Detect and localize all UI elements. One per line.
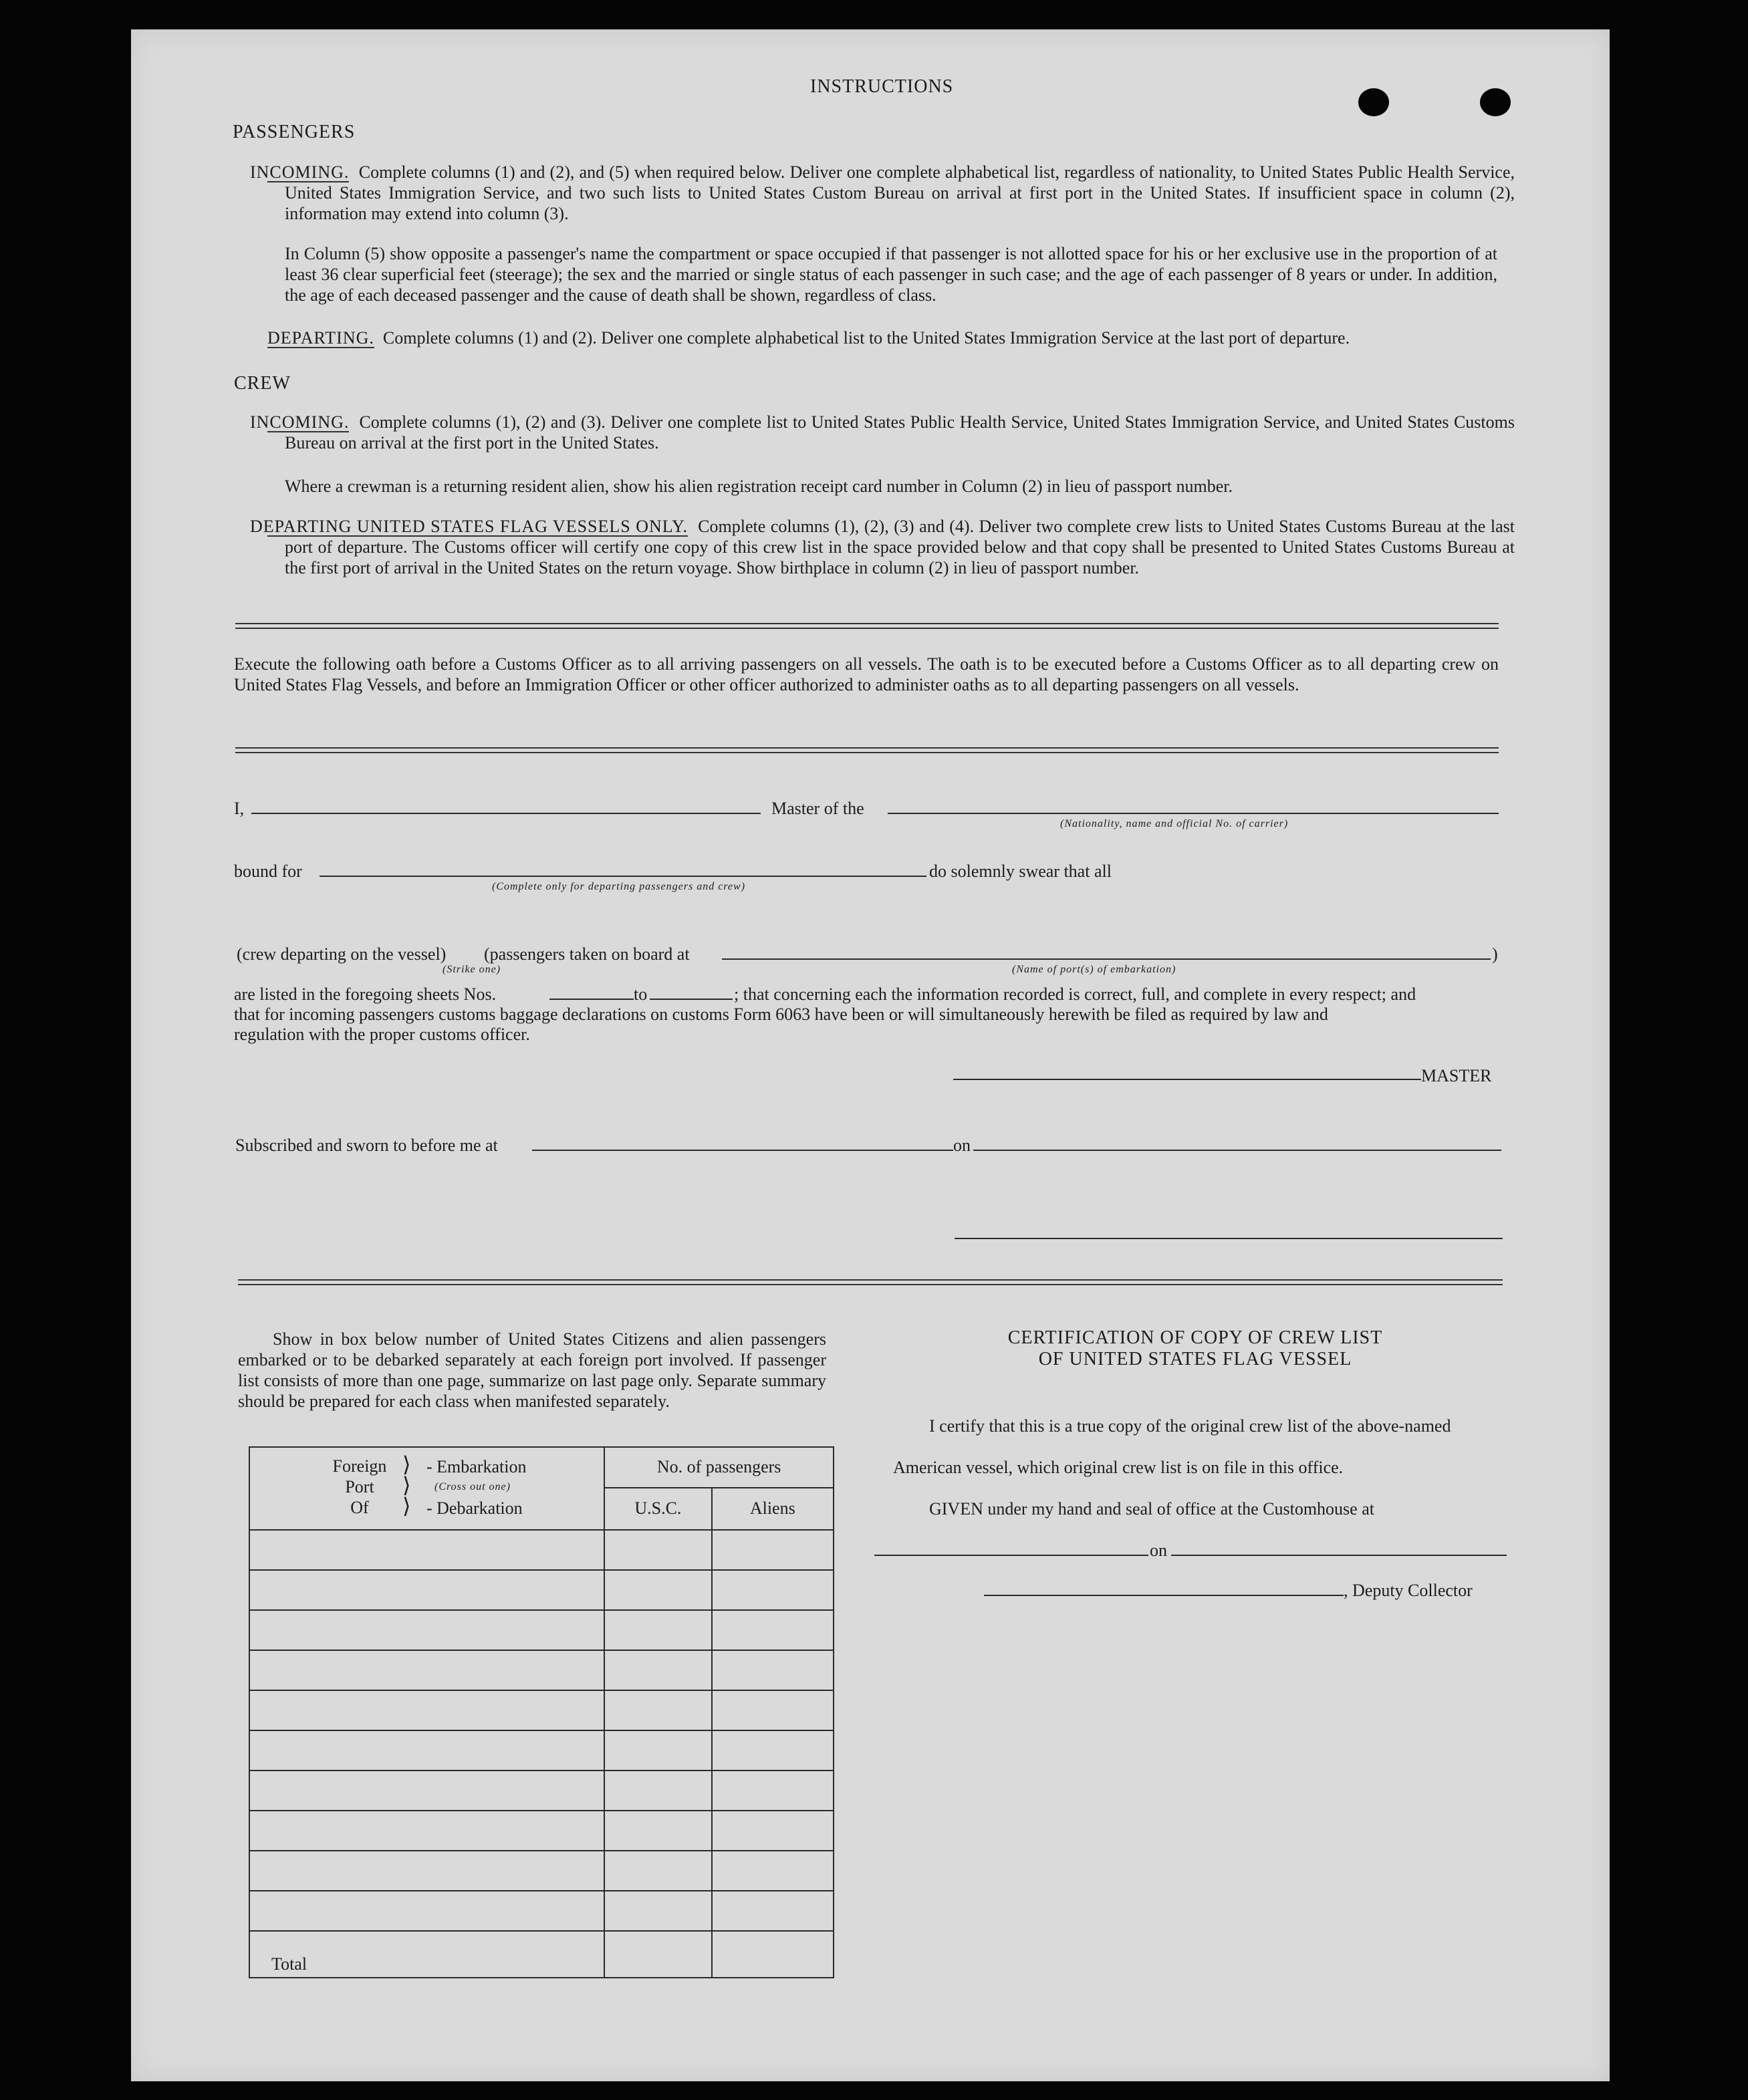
listed-to-text: to xyxy=(634,985,648,1004)
certification-title-line-1: CERTIFICATION OF COPY OF CREW LIST xyxy=(1007,1327,1383,1348)
embarkation-label[interactable]: - Embarkation xyxy=(426,1457,527,1476)
aliens-cell[interactable] xyxy=(712,1570,834,1610)
sworn-date-field[interactable] xyxy=(973,1150,1501,1151)
table-row[interactable] xyxy=(249,1770,834,1811)
usc-header: U.S.C. xyxy=(604,1488,711,1530)
aliens-header: Aliens xyxy=(712,1488,834,1530)
passengers-departing-text: Complete columns (1) and (2). Deliver one complete alphabetical list to the United States Immigration Service at the last port of departure. xyxy=(382,328,1350,348)
officer-signature-field[interactable] xyxy=(955,1238,1503,1239)
usc-cell[interactable] xyxy=(604,1650,711,1690)
aliens-cell[interactable] xyxy=(712,1690,834,1730)
usc-cell[interactable] xyxy=(604,1730,711,1770)
certification-date-field[interactable] xyxy=(1171,1555,1507,1556)
crew-departing-text: Complete columns (1), (2), (3) and (4). Deliver two complete crew lists to United States Customs Bureau at the last port of departure. The Customs officer will certify one copy of this crew list in the space provided below and that copy shall be presented to United States Customs Bureau at the first port of arrival in the United States on the return voyage. Show birthplace in column (2) in lieu of passport number. xyxy=(285,517,1515,577)
usc-cell[interactable] xyxy=(604,1570,711,1610)
strike-one-caption: (Strike one) xyxy=(443,964,501,975)
port-cell[interactable] xyxy=(249,1811,604,1851)
table-row[interactable] xyxy=(249,1851,834,1891)
no-of-passengers-header: No. of passengers xyxy=(604,1447,834,1488)
master-name-field[interactable] xyxy=(251,813,761,814)
punch-hole xyxy=(1358,88,1389,116)
listed-line-3: regulation with the proper customs officer. xyxy=(234,1025,530,1044)
usc-cell[interactable] xyxy=(604,1690,711,1730)
certification-on-label: on xyxy=(1150,1541,1167,1560)
table-header-row xyxy=(249,1447,834,1488)
foreign-label: Foreign xyxy=(332,1456,387,1476)
aliens-cell[interactable] xyxy=(712,1730,834,1770)
usc-cell[interactable] xyxy=(604,1811,711,1851)
aliens-cell[interactable] xyxy=(712,1891,834,1931)
table-row[interactable] xyxy=(249,1811,834,1851)
page-title: INSTRUCTIONS xyxy=(810,76,954,97)
usc-cell[interactable] xyxy=(604,1530,711,1570)
subscribed-text: Subscribed and sworn to before me at xyxy=(235,1136,498,1155)
close-paren: ) xyxy=(1492,944,1498,964)
master-of-the-label: Master of the xyxy=(771,799,864,818)
crew-incoming-paragraph xyxy=(250,412,1515,453)
summary-instructions: Show in box below number of United States Citizens and alien passengers embarked or to be debarked separately at each foreign port involved. If passenger list consists of more than one page, summarize on last page only. Separate summary should be prepared for each class when manifested separately. xyxy=(238,1329,826,1411)
listed-line-2: that for incoming passengers customs baggage declarations on customs Form 6063 have been or will simultaneously herewith be filed as required by law and xyxy=(234,1005,1328,1024)
total-row xyxy=(249,1931,834,1978)
crew-departing-paragraph xyxy=(250,516,1515,578)
passengers-departing-label: DEPARTING. xyxy=(267,328,374,348)
cross-out-caption: (Cross out one) xyxy=(434,1481,511,1492)
port-cell[interactable] xyxy=(249,1770,604,1811)
table-row[interactable] xyxy=(249,1690,834,1730)
crew-incoming-text: Complete columns (1), (2) and (3). Deliver one complete list to United States Public Health Service, United States Immigration Service, and United States Customs Bureau on arrival at the first port in the United States. xyxy=(285,412,1515,452)
deputy-collector-label: , Deputy Collector xyxy=(1344,1581,1473,1600)
port-cell[interactable] xyxy=(249,1730,604,1770)
port-cell[interactable] xyxy=(249,1650,604,1690)
passengers-incoming-paragraph xyxy=(250,162,1515,224)
port-cell[interactable] xyxy=(249,1610,604,1650)
usc-cell[interactable] xyxy=(604,1891,711,1931)
certify-line-2: American vessel, which original crew list is on file in this office. xyxy=(893,1458,1344,1477)
table-row[interactable] xyxy=(249,1891,834,1931)
aliens-cell[interactable] xyxy=(712,1851,834,1891)
section-divider xyxy=(235,747,1499,753)
passengers-taken-option[interactable]: (passengers taken on board at xyxy=(484,944,690,964)
aliens-cell[interactable] xyxy=(712,1770,834,1811)
bound-for-caption: (Complete only for departing passengers and crew) xyxy=(492,881,746,892)
crew-incoming-label: INCOMING. xyxy=(250,412,350,432)
usc-total-cell[interactable] xyxy=(604,1931,711,1978)
sheet-to-field[interactable] xyxy=(650,999,733,1000)
customhouse-field[interactable] xyxy=(874,1555,1148,1556)
crew-heading: CREW xyxy=(234,373,291,394)
passengers-departing-paragraph xyxy=(267,327,1497,348)
sheet-from-field[interactable] xyxy=(549,999,634,1000)
section-divider xyxy=(238,1279,1503,1285)
certification-title-line-2: OF UNITED STATES FLAG VESSEL xyxy=(1038,1349,1352,1369)
port-label: Port xyxy=(345,1477,374,1496)
aliens-total-cell[interactable] xyxy=(712,1931,834,1978)
usc-cell[interactable] xyxy=(604,1610,711,1650)
form-page xyxy=(131,29,1610,2081)
passengers-column5-paragraph: In Column (5) show opposite a passenger's name the compartment or space occupied if that passenger is not allotted space for his or her exclusive use in the proportion of at least 36 clear superficial feet (steerage); the sex and the married or single status of each passenger in such case; and the age of each passenger of 8 years or under. In addition, the age of each deceased passenger and the cause of death shall be shown, regardless of class. xyxy=(285,244,1497,305)
foreign-port-header xyxy=(249,1447,604,1530)
certify-line-1: I certify that this is a true copy of the original crew list of the above-named xyxy=(929,1416,1451,1436)
aliens-cell[interactable] xyxy=(712,1811,834,1851)
ports-caption: (Name of port(s) of embarkation) xyxy=(1012,964,1176,975)
master-signature-field[interactable] xyxy=(953,1079,1421,1080)
carrier-field[interactable] xyxy=(888,813,1499,814)
port-cell[interactable] xyxy=(249,1690,604,1730)
given-text: GIVEN under my hand and seal of office at the Customhouse at xyxy=(929,1499,1374,1519)
table-row[interactable] xyxy=(249,1610,834,1650)
passengers-incoming-label: INCOMING. xyxy=(250,162,350,182)
passengers-heading: PASSENGERS xyxy=(233,122,356,142)
passenger-summary-table xyxy=(249,1446,834,1978)
port-cell[interactable] xyxy=(249,1851,604,1891)
brace-icon: ⟩ ⟩ ⟩ xyxy=(402,1452,411,1518)
bound-for-label: bound for xyxy=(234,862,302,881)
port-cell[interactable] xyxy=(249,1530,604,1570)
usc-cell[interactable] xyxy=(604,1770,711,1811)
crew-resident-paragraph: Where a crewman is a returning resident alien, show his alien registration receipt card number in Column (2) in lieu of passport number. xyxy=(285,477,1233,496)
sworn-on-label: on xyxy=(953,1136,971,1155)
usc-cell[interactable] xyxy=(604,1851,711,1891)
listed-post-text: ; that concerning each the information recorded is correct, full, and complete in every respect; and xyxy=(734,985,1416,1004)
debarkation-label[interactable]: - Debarkation xyxy=(426,1498,523,1518)
table-row[interactable] xyxy=(249,1570,834,1610)
bound-for-field[interactable] xyxy=(320,876,926,877)
aliens-cell[interactable] xyxy=(712,1650,834,1690)
port-cell[interactable] xyxy=(249,1891,604,1931)
oath-i-label: I, xyxy=(234,799,245,818)
oath-instructions: Execute the following oath before a Customs Officer as to all arriving passengers on all vessels. The oath is to be executed before a Customs Officer as to all departing crew on United States Flag Vessels, and before an Immigration Officer or other officer authorized to administer oaths as to all departing passengers on all vessels. xyxy=(234,654,1499,694)
listed-pre-text: are listed in the foregoing sheets Nos. xyxy=(234,985,497,1004)
aliens-cell[interactable] xyxy=(712,1530,834,1570)
port-cell[interactable] xyxy=(249,1570,604,1610)
of-label: Of xyxy=(350,1498,369,1517)
carrier-caption: (Nationality, name and official No. of carrier) xyxy=(1060,818,1289,829)
punch-hole xyxy=(1480,88,1511,116)
deputy-signature-field[interactable] xyxy=(984,1595,1344,1596)
table-row[interactable] xyxy=(249,1730,834,1770)
section-divider xyxy=(235,623,1499,629)
master-label: MASTER xyxy=(1421,1066,1492,1085)
crew-departing-label: DEPARTING UNITED STATES FLAG VESSELS ONLY. xyxy=(250,517,688,536)
embarkation-ports-field[interactable] xyxy=(722,958,1491,960)
aliens-cell[interactable] xyxy=(712,1610,834,1650)
swear-text: do solemnly swear that all xyxy=(929,862,1112,881)
passengers-incoming-text: Complete columns (1) and (2), and (5) when required below. Deliver one complete alphabetical list, regardless of nationality, to United States Public Health Service, United States Immigration Service, and two such lists to United States Custom Bureau on arrival at first port in the United States. If insufficient space in column (2), information may extend into column (3). xyxy=(285,162,1515,223)
crew-departing-option[interactable]: (crew departing on the vessel) xyxy=(237,944,447,964)
table-row[interactable] xyxy=(249,1530,834,1570)
total-label: Total xyxy=(249,1931,604,1978)
sworn-place-field[interactable] xyxy=(532,1150,953,1151)
table-row[interactable] xyxy=(249,1650,834,1690)
